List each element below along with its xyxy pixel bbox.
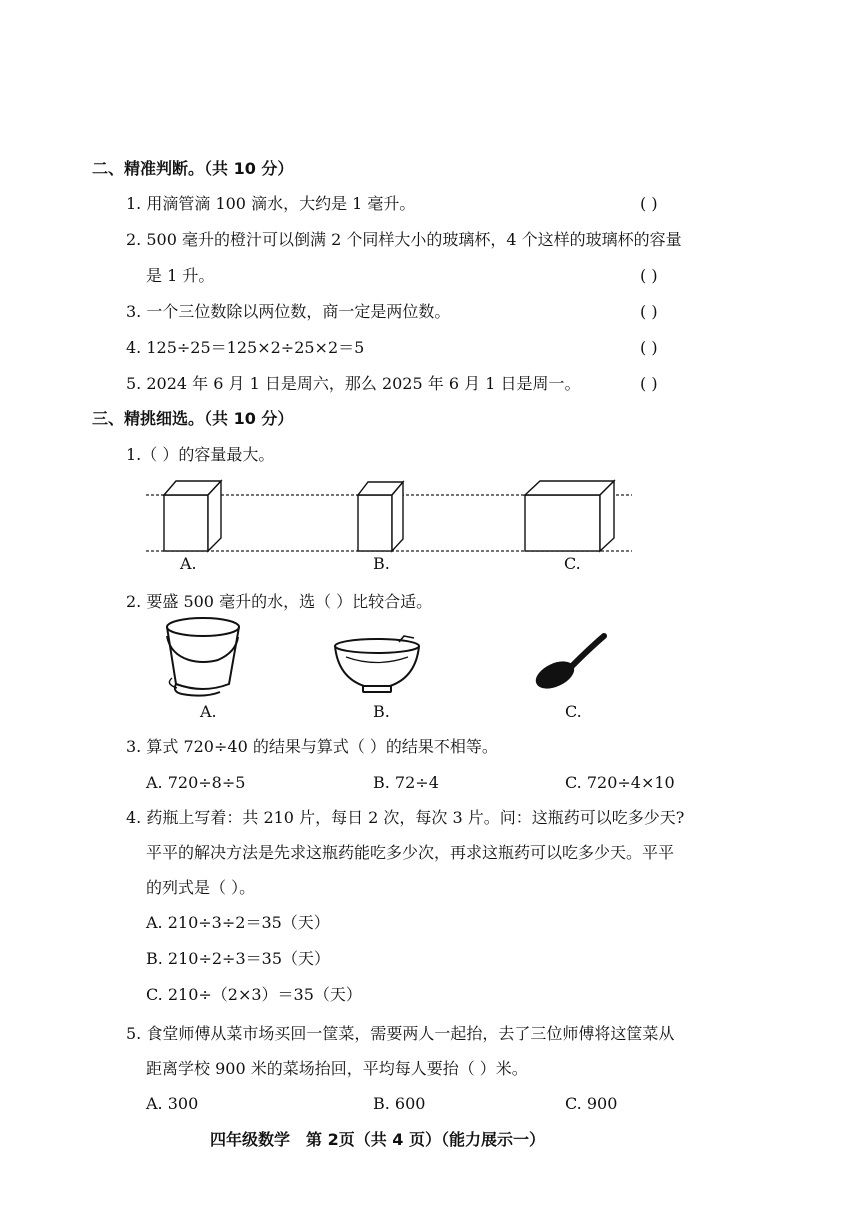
- judge-item-3: 3. 一个三位数除以两位数，商一定是两位数。: [126, 302, 451, 321]
- q3-option-a[interactable]: A. 720÷8÷5: [146, 773, 246, 792]
- boxes-figure: [0, 470, 867, 570]
- q1-option-b[interactable]: B.: [373, 554, 390, 573]
- q2-option-b[interactable]: B.: [373, 702, 390, 721]
- choice-q4-line3: 的列式是（ ）。: [146, 878, 256, 897]
- answer-paren-4[interactable]: ( ): [640, 338, 658, 357]
- q5-option-a[interactable]: A. 300: [146, 1094, 199, 1113]
- q4-option-b[interactable]: B. 210÷2÷3＝35（天）: [146, 949, 331, 968]
- judge-item-2-cont: 是 1 升。: [146, 266, 215, 285]
- choice-q1-text: 1.（ ）的容量最大。: [126, 445, 275, 464]
- box-a: [164, 481, 221, 551]
- bowl-icon: [335, 636, 419, 692]
- q2-option-c[interactable]: C.: [565, 702, 582, 721]
- spoon-icon: [532, 636, 604, 693]
- answer-paren-1[interactable]: ( ): [640, 194, 658, 213]
- answer-paren-5[interactable]: ( ): [640, 374, 658, 393]
- choice-q4-line2: 平平的解决方法是先求这瓶药能吃多少次，再求这瓶药可以吃多少天。平平: [146, 843, 675, 862]
- page-footer: 四年级数学 第 2页（共 4 页）（能力展示一）: [210, 1130, 545, 1149]
- section2-title: 二、精准判断。（共 10 分）: [92, 159, 294, 178]
- q1-option-c[interactable]: C.: [564, 554, 581, 573]
- choice-q4-line1: 4. 药瓶上写着：共 210 片，每日 2 次，每次 3 片。问：这瓶药可以吃多少天?: [126, 808, 685, 827]
- q5-option-b[interactable]: B. 600: [373, 1094, 426, 1113]
- section3-title: 三、精挑细选。（共 10 分）: [92, 409, 294, 428]
- judge-item-2: 2. 500 毫升的橙汁可以倒满 2 个同样大小的玻璃杯，4 个这样的玻璃杯的容量: [126, 230, 682, 249]
- judge-item-5: 5. 2024 年 6 月 1 日是周六，那么 2025 年 6 月 1 日是周一。: [126, 374, 581, 393]
- answer-paren-3[interactable]: ( ): [640, 302, 658, 321]
- q3-option-b[interactable]: B. 72÷4: [373, 773, 439, 792]
- box-c: [525, 481, 614, 551]
- q3-option-c[interactable]: C. 720÷4×10: [565, 773, 675, 792]
- q2-option-a[interactable]: A.: [200, 702, 217, 721]
- bucket-icon: [167, 618, 239, 696]
- choice-q2-text: 2. 要盛 500 毫升的水，选（ ）比较合适。: [126, 592, 433, 611]
- answer-paren-2[interactable]: ( ): [640, 266, 658, 285]
- choice-q3-text: 3. 算式 720÷40 的结果与算式（ ）的结果不相等。: [126, 737, 498, 756]
- judge-item-4: 4. 125÷25＝125×2÷25×2＝5: [126, 338, 365, 357]
- q4-option-a[interactable]: A. 210÷3÷2＝35（天）: [146, 913, 330, 932]
- judge-item-1: 1. 用滴管滴 100 滴水，大约是 1 毫升。: [126, 194, 416, 213]
- q4-option-c[interactable]: C. 210÷（2×3）＝35（天）: [146, 985, 362, 1004]
- box-b: [358, 482, 403, 551]
- containers-figure: [0, 612, 867, 702]
- choice-q5-line2: 距离学校 900 米的菜场抬回，平均每人要抬（ ）米。: [146, 1059, 528, 1078]
- choice-q5-line1: 5. 食堂师傅从菜市场买回一筐菜，需要两人一起抬，去了三位师傅将这筐菜从: [126, 1024, 675, 1043]
- q1-option-a[interactable]: A.: [180, 554, 197, 573]
- q5-option-c[interactable]: C. 900: [565, 1094, 618, 1113]
